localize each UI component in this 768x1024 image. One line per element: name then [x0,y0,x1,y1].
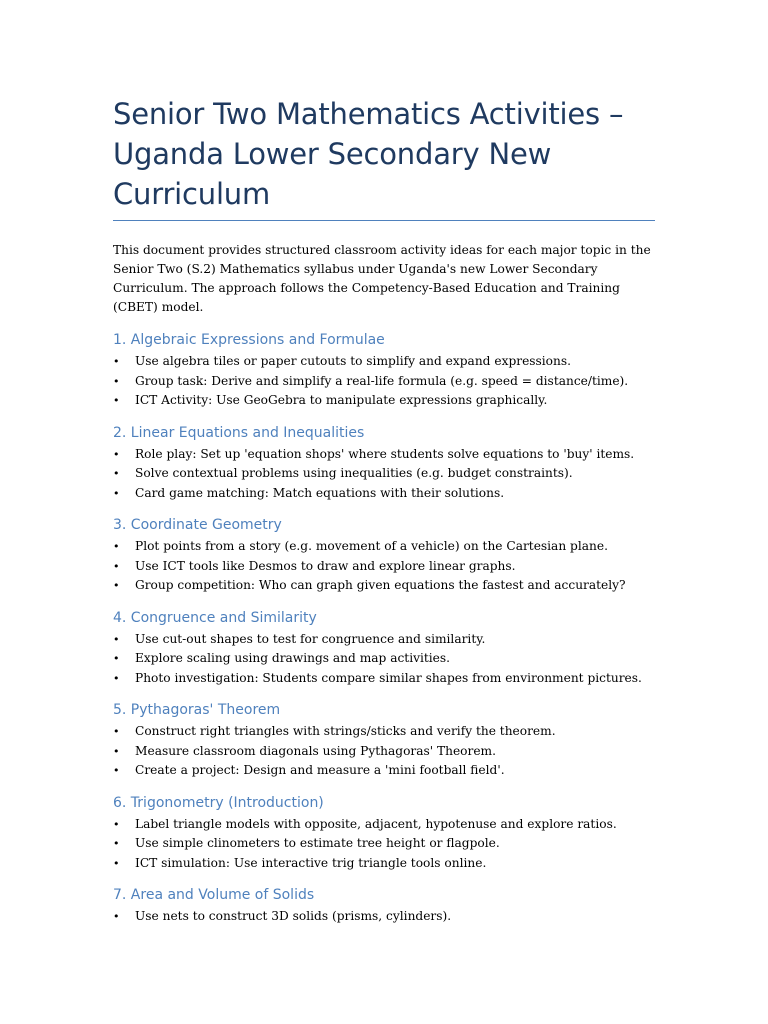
list-item [113,815,655,835]
list-item-text: Use cut-out shapes to test for congruence and similarity. [135,631,486,646]
list-item [113,557,655,577]
section-heading: 7. Area and Volume of Solids [113,887,315,903]
list-item-text: Explore scaling using drawings and map activities. [135,651,451,665]
list-item-text: Card game matching: Match equations with their solutions. [135,485,505,500]
list-item [113,372,655,392]
section-heading: 6. Trigonometry (Introduction) [113,794,324,811]
list-item [113,722,655,742]
list-item [113,445,655,465]
list-item-text: ICT simulation: Use interactive trig triangle tools online. [135,855,487,870]
bullet-icon: • [113,540,120,553]
list-item [113,352,655,372]
list-item-text: Use nets to construct 3D solids (prisms, cylinders). [135,909,452,923]
bullet-list [113,722,655,781]
section-heading: 5. Pythagoras' Theorem [113,702,281,718]
bullet-list [113,352,655,411]
list-item [113,537,655,557]
list-item [113,834,655,854]
list-item-text: Use simple clinometers to estimate tree height or flagpole. [135,836,500,850]
section-heading: 1. Algebraic Expressions and Formulae [113,332,385,348]
list-item-text: Label triangle models with opposite, adjacent, hypotenuse and explore ratios. [135,816,617,831]
bullet-list [113,630,655,689]
sections-container [113,330,655,927]
list-item-text: Create a project: Design and measure a 'mini football field'. [135,763,505,777]
list-item [113,576,655,596]
list-item [113,391,655,411]
section-2 [113,423,655,504]
list-item [113,649,655,669]
bullet-list [113,537,655,596]
bullet-list [113,815,655,874]
bullet-icon: • [113,579,120,592]
section-4 [113,608,655,689]
bullet-icon: • [113,467,120,480]
list-item-text: Group task: Derive and simplify a real-life formula (e.g. speed = distance/time). [135,373,629,388]
section-heading: 4. Congruence and Similarity [113,609,317,626]
list-item-text: Role play: Set up 'equation shops' where students solve equations to 'buy' items. [135,446,635,461]
bullet-icon: • [113,652,120,665]
bullet-icon: • [113,856,120,870]
bullet-icon: • [113,764,120,777]
bullet-icon: • [113,671,120,685]
title-divider [113,220,655,221]
list-item [113,464,655,484]
section-6 [113,793,655,874]
section-heading: 3. Coordinate Geometry [113,517,282,533]
section-1 [113,330,655,411]
list-item-text: ICT Activity: Use GeoGebra to manipulate expressions graphically. [135,393,548,407]
document-title: Senior Two Mathematics Activities – Uganda Lower Secondary New Curriculum [113,97,624,211]
intro-paragraph: This document provides structured classroom activity ideas for each major topic in the Senior Two (S.2) Mathematics syllabus under Uganda's new Lower Secondary Curriculum. The approach follows the Competency-Based Education and Training (CBET) model. [113,243,651,314]
section-heading: 2. Linear Equations and Inequalities [113,424,365,441]
section-5 [113,700,655,781]
list-item-text: Use ICT tools like Desmos to draw and explore linear graphs. [135,558,516,573]
bullet-icon: • [113,394,120,407]
bullet-icon: • [113,817,120,831]
bullet-icon: • [113,837,120,850]
list-item-text: Photo investigation: Students compare similar shapes from environment pictures. [135,670,642,685]
bullet-icon: • [113,910,120,923]
bullet-icon: • [113,447,120,461]
list-item-text: Plot points from a story (e.g. movement of a vehicle) on the Cartesian plane. [135,539,608,553]
list-item-text: Measure classroom diagonals using Pythagoras' Theorem. [135,743,496,758]
bullet-icon: • [113,725,120,738]
document-page [113,94,655,927]
section-3 [113,515,655,596]
bullet-icon: • [113,632,120,646]
list-item [113,742,655,762]
list-item-text: Use algebra tiles or paper cutouts to simplify and expand expressions. [135,354,572,368]
bullet-icon: • [113,355,120,368]
bullet-icon: • [113,486,120,500]
list-item-text: Group competition: Who can graph given equations the fastest and accurately? [135,578,626,592]
bullet-icon: • [113,374,120,388]
bullet-icon: • [113,559,120,573]
list-item [113,669,655,689]
bullet-list [113,907,655,927]
list-item-text: Solve contextual problems using inequalities (e.g. budget constraints). [135,466,573,480]
list-item [113,630,655,650]
section-7 [113,885,655,927]
list-item-text: Construct right triangles with strings/sticks and verify the theorem. [135,724,556,738]
bullet-icon: • [113,744,120,758]
bullet-list [113,445,655,504]
list-item [113,761,655,781]
list-item [113,484,655,504]
list-item [113,907,655,927]
list-item [113,854,655,874]
